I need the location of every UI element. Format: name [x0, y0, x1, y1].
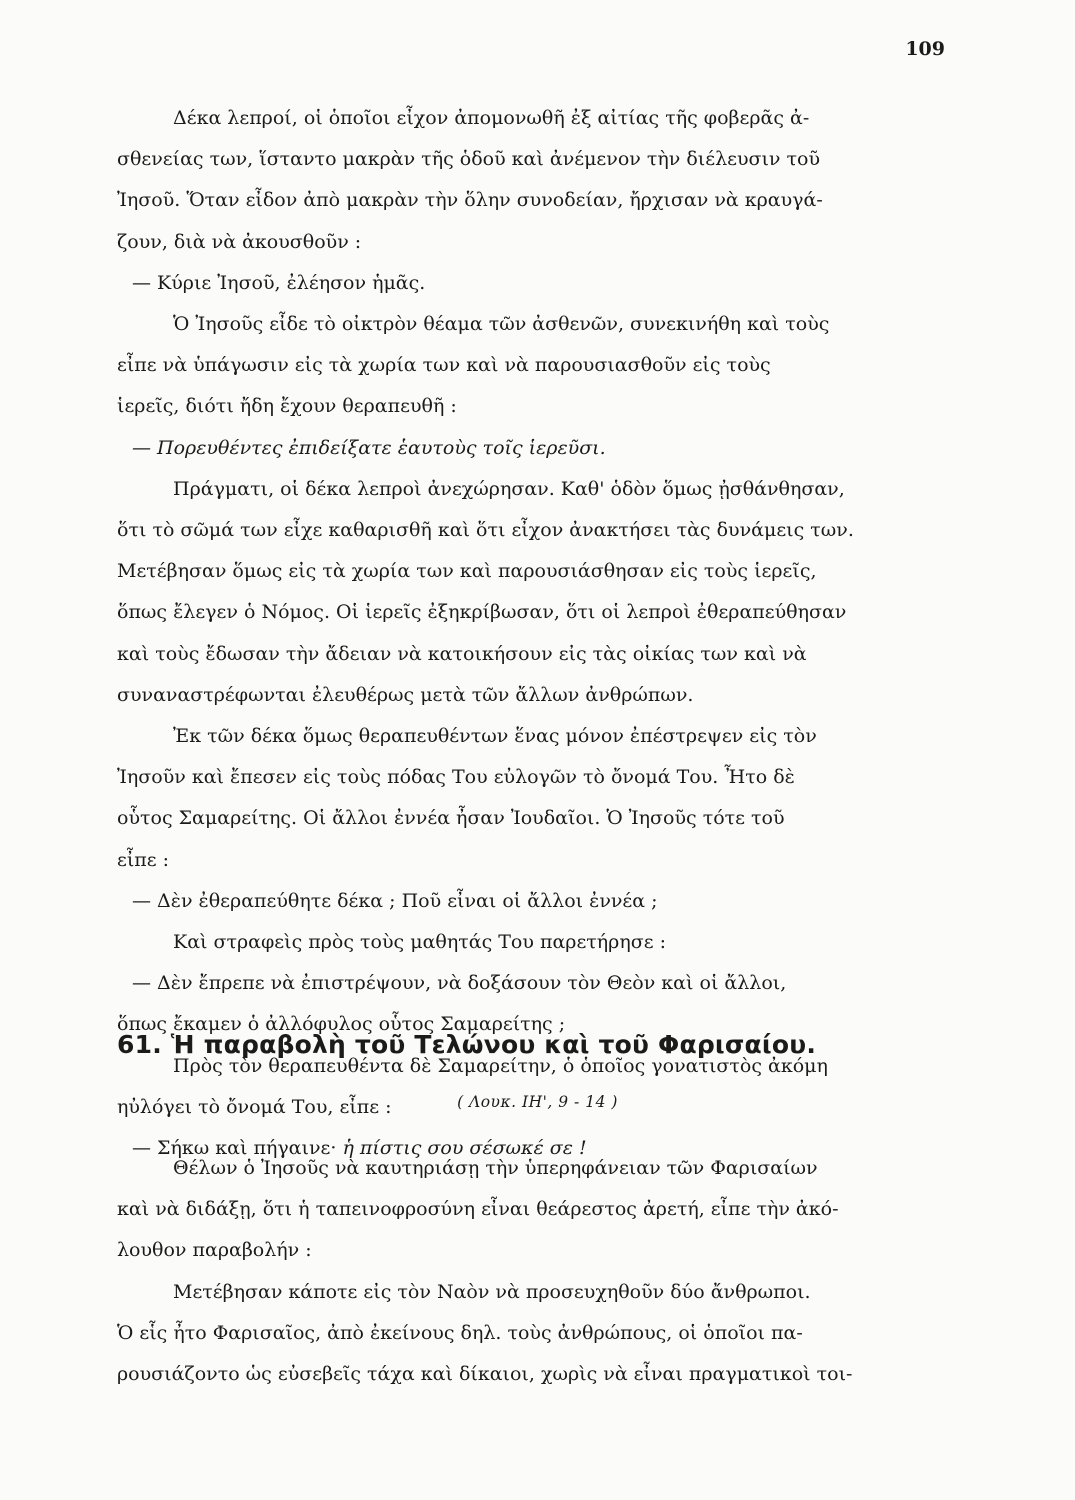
- text-line: ὅπως ἔκαμεν ὁ ἀλλόφυλος οὗτος Σαμαρείτης ;: [117, 1013, 566, 1036]
- dialog-line: — Κύριε Ἰησοῦ, ἐλέησον ἡμᾶς.: [132, 271, 426, 294]
- text-line: εἶπε :: [117, 848, 170, 871]
- text-line: εἶπε νὰ ὑπάγωσιν εἰς τὰ χωρία των καὶ νὰ παρουσιασθοῦν εἰς τοὺς: [117, 354, 771, 377]
- text-line: ζουν, διὰ νὰ ἀκουσθοῦν :: [117, 230, 362, 253]
- text-line: Ἰησοῦν καὶ ἔπεσεν εἰς τοὺς πόδας Του εὐλογῶν τὸ ὄνομά Του. Ἦτο δὲ: [117, 766, 795, 789]
- text-line: Καὶ στραφεὶς πρὸς τοὺς μαθητάς Του παρετήρησε :: [173, 931, 666, 954]
- text-line: Μετέβησαν κάποτε εἰς τὸν Ναὸν νὰ προσευχηθοῦν δύο ἄνθρωποι.: [173, 1280, 811, 1303]
- text-line: καὶ τοὺς ἔδωσαν τὴν ἄδειαν νὰ κατοικήσουν εἰς τὰς οἰκίας των καὶ νὰ: [117, 642, 807, 665]
- text-line: σθενείας των, ἵσταντο μακρὰν τῆς ὁδοῦ καὶ ἀνέμενον τὴν διέλευσιν τοῦ: [117, 148, 821, 171]
- text-line: Ὁ εἷς ἦτο Φαρισαῖος, ἀπὸ ἐκείνους δηλ. τοὺς ἀνθρώπους, οἱ ὁποῖοι πα-: [117, 1321, 803, 1344]
- dialog-line: — Δὲν ἔπρεπε νὰ ἐπιστρέψουν, νὰ δοξάσουν τὸν Θεὸν καὶ οἱ ἄλλοι,: [132, 972, 787, 995]
- text-line: Δέκα λεπροί, οἱ ὁποῖοι εἶχον ἀπομονωθῆ ἐξ αἰτίας τῆς φοβερᾶς ἀ-: [173, 107, 810, 129]
- text-line: Πράγματι, οἱ δέκα λεπροὶ ἀνεχώρησαν. Καθ' ὁδὸν ὅμως ᾐσθάνθησαν,: [173, 477, 845, 500]
- dialog-line: — Δὲν ἐθεραπεύθητε δέκα ; Ποῦ εἶναι οἱ ἄλλοι ἐννέα ;: [132, 889, 658, 912]
- text-line: συναναστρέφωνται ἐλευθέρως μετὰ τῶν ἄλλων ἀνθρώπων.: [117, 683, 694, 706]
- section-heading: 61. Ἡ παραβολὴ τοῦ Τελώνου καὶ τοῦ Φαρισαίου.: [117, 1030, 817, 1059]
- dialog-line: — Πορευθέντες ἐπιδείξατε ἑαυτοὺς τοῖς ἱερεῦσι.: [132, 436, 606, 459]
- text-line: λουθον παραβολήν :: [117, 1239, 312, 1262]
- text-line: Μετέβησαν ὅμως εἰς τὰ χωρία των καὶ παρουσιάσθησαν εἰς τοὺς ἱερεῖς,: [117, 560, 817, 583]
- text-line: Ὁ Ἰησοῦς εἶδε τὸ οἰκτρὸν θέαμα τῶν ἀσθενῶν, συνεκινήθη καὶ τοὺς: [173, 313, 830, 336]
- text-line: ἱερεῖς, διότι ἤδη ἔχουν θεραπευθῆ :: [117, 395, 457, 418]
- text-line: ὅτι τὸ σῶμά των εἶχε καθαρισθῆ καὶ ὅτι εἶχον ἀνακτήσει τὰς δυνάμεις των.: [117, 519, 854, 542]
- text-line: Πρὸς τὸν θεραπευθέντα δὲ Σαμαρείτην, ὁ ὁποῖος γονατιστὸς ἀκόμη: [173, 1054, 828, 1077]
- scripture-citation: ( Λουκ. ΙΗ', 9 - 14 ): [457, 1093, 618, 1111]
- lepers-narrative: [117, 98, 957, 1169]
- text-line: ρουσιάζοντο ὡς εὐσεβεῖς τάχα καὶ δίκαιοι, χωρὶς νὰ εἶναι πραγματικοὶ τοι-: [117, 1363, 853, 1386]
- page-number: 109: [905, 38, 945, 60]
- text-line: Θέλων ὁ Ἰησοῦς νὰ καυτηριάσῃ τὴν ὑπερηφάνειαν τῶν Φαρισαίων: [173, 1157, 818, 1179]
- text-line: ὅπως ἔλεγεν ὁ Νόμος. Οἱ ἱερεῖς ἐξηκρίβωσαν, ὅτι οἱ λεπροὶ ἐθεραπεύθησαν: [117, 601, 847, 624]
- parable-intro: [117, 1148, 957, 1395]
- final-quote-italic: ἡ πίστις σου σέσωκέ σε !: [342, 1137, 587, 1160]
- text-line: Ἐκ τῶν δέκα ὅμως θεραπευθέντων ἕνας μόνον ἐπέστρεψεν εἰς τὸν: [173, 725, 817, 748]
- text-line: Ἰησοῦ. Ὅταν εἶδον ἀπὸ μακρὰν τὴν ὅλην συνοδείαν, ἤρχισαν νὰ κραυγά-: [117, 189, 823, 212]
- final-quote-lead: — Σήκω καὶ πήγαινε·: [132, 1137, 337, 1160]
- text-line: καὶ νὰ διδάξῃ, ὅτι ἡ ταπεινοφροσύνη εἶναι θεάρεστος ἀρετή, εἶπε τὴν ἀκό-: [117, 1198, 839, 1221]
- text-line: ηὐλόγει τὸ ὄνομά Του, εἶπε :: [117, 1095, 392, 1118]
- text-line: οὗτος Σαμαρείτης. Οἱ ἄλλοι ἐννέα ἦσαν Ἰουδαῖοι. Ὁ Ἰησοῦς τότε τοῦ: [117, 807, 785, 830]
